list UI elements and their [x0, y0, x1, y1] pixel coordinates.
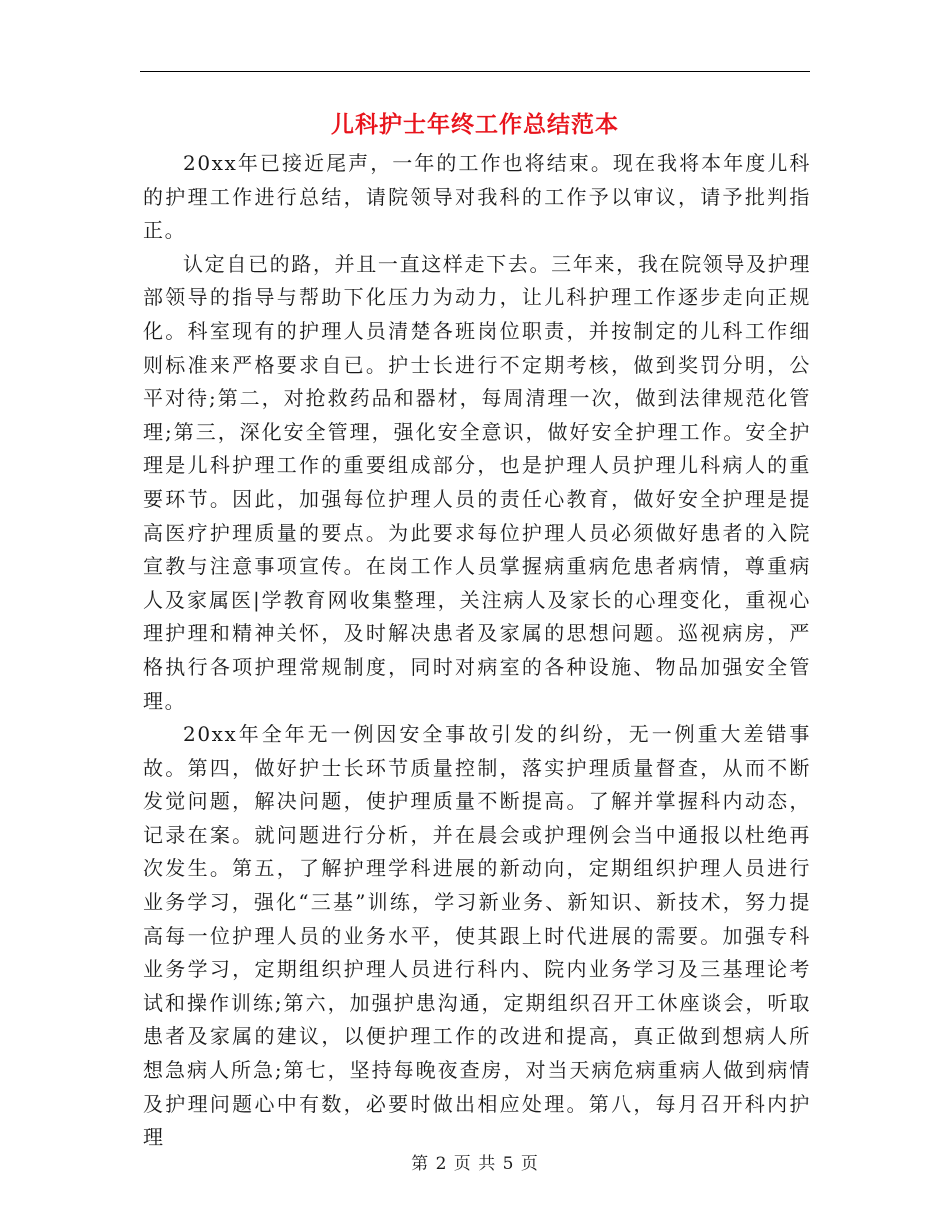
paragraph-safety: 认定自已的路，并且一直这样走下去。三年来，我在院领导及护理部领导的指导与帮助下化压力为动力，让儿科护理工作逐步走向正规化。科室现有的护理人员清楚各班岗位职责，并按制定的儿科工作细则标准来严格要求自已。护士长进行不定期考核，做到奖罚分明，公平对待;第二，对抢救药品和器材，每周清理一次，做到法律规范化管理;第三，深化安全管理，强化安全意识，做好安全护理工作。安全护理是儿科护理工作的重要组成部分，也是护理人员护理儿科病人的重要环节。因此，加强每位护理人员的责任心教育，做好安全护理是提高医疗护理质量的要点。为此要求每位护理人员必须做好患者的入院宣教与注意事项宣传。在岗工作人员掌握病重病危患者病情，尊重病人及家属医|学教育网收集整理，关注病人及家长的心理变化，重视心理护理和精神关怀，及时解决患者及家属的思想问题。巡视病房，严格执行各项护理常规制度，同时对病室的各种设施、物品加强安全管理。	[143, 251, 811, 713]
header-rule	[140, 71, 810, 72]
paragraph-intro: 20xx年已接近尾声，一年的工作也将结束。现在我将本年度儿科的护理工作进行总结，请院领导对我科的工作予以审议，请予批判指正。	[143, 151, 811, 243]
page-number-footer: 第 2 页 共 5 页	[411, 1154, 539, 1174]
paragraph-quality: 20xx年全年无一例因安全事故引发的纠纷，无一例重大差错事故。第四，做好护士长环节质量控制，落实护理质量督查，从而不断发觉问题，解决问题，使护理质量不断提高。了解并掌握科内动态，记录在案。就问题进行分析，并在晨会或护理例会当中通报以杜绝再次发生。第五，了解护理学科进展的新动向，定期组织护理人员进行业务学习，强化“三基”训练，学习新业务、新知识、新技术，努力提高每一位护理人员的业务水平，使其跟上时代进展的需要。加强专科业务学习，定期组织护理人员进行科内、院内业务学习及三基理论考试和操作训练;第六，加强护患沟通，定期组织召开工休座谈会，听取患者及家属的建议，以便护理工作的改进和提高，真正做到想病人所想急病人所急;第七，坚持每晚夜查房，对当天病危病重病人做到病情及护理问题心中有数，必要时做出相应处理。第八，每月召开科内护理	[143, 722, 811, 1150]
document-title: 儿科护士年终工作总结范本	[331, 112, 619, 138]
document-body	[143, 147, 811, 1155]
